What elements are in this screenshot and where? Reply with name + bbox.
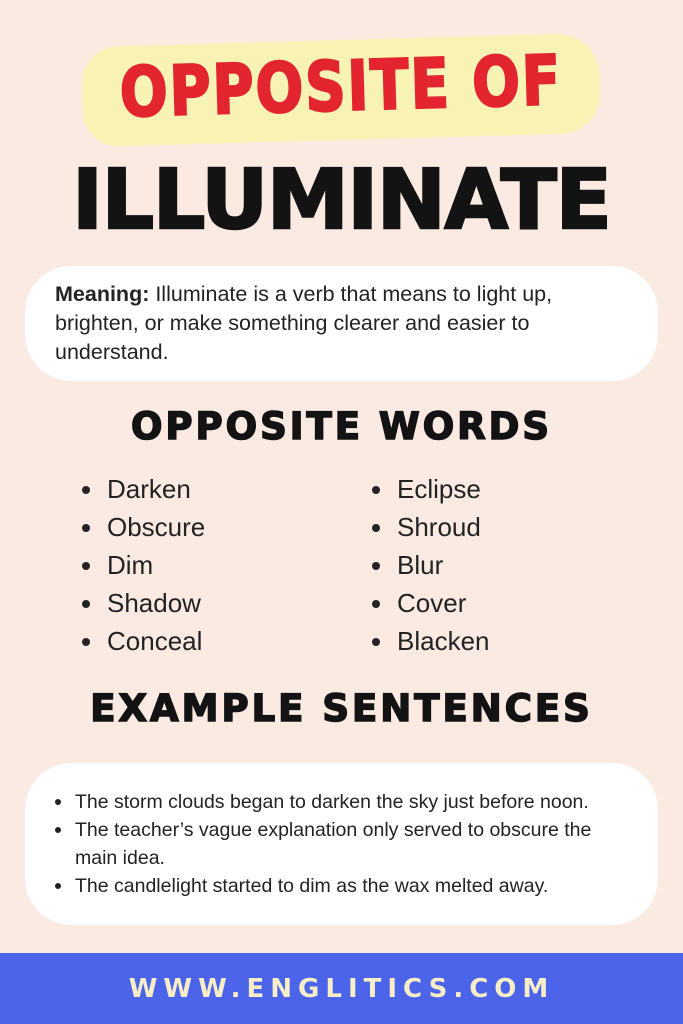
footer-bar <box>0 953 683 1024</box>
list-item <box>372 509 683 547</box>
bullet-icon <box>55 799 61 805</box>
bullet-icon <box>82 638 90 646</box>
example-sentences-box <box>25 763 658 925</box>
page-title: ILLUMINATE <box>72 153 611 248</box>
word-column-right <box>372 471 683 661</box>
bullet-icon <box>372 600 380 608</box>
bullet-icon <box>372 638 380 646</box>
list-item <box>372 585 683 623</box>
word-label: Shadow <box>107 588 201 619</box>
list-item <box>82 623 372 661</box>
list-item <box>372 471 683 509</box>
bullet-icon <box>55 883 61 889</box>
bullet-icon <box>82 600 90 608</box>
bullet-icon <box>82 562 90 570</box>
meaning-box <box>25 266 658 381</box>
opposite-words-heading: OPPOSITE WORDS <box>130 404 553 448</box>
word-label: Eclipse <box>397 474 481 505</box>
website-url: WWW.ENGLITICS.COM <box>128 973 555 1004</box>
word-label: Blacken <box>397 626 490 657</box>
badge-wrap <box>0 40 683 140</box>
sentence-text: The storm clouds began to darken the sky just before noon. <box>75 790 589 813</box>
list-item <box>82 471 372 509</box>
word-label: Conceal <box>107 626 203 657</box>
bullet-icon <box>82 486 90 494</box>
badge-label: OPPOSITE OF <box>119 41 564 134</box>
meaning-text: Illuminate is a verb that means to light up, brighten, or make something clearer and easier to understand. <box>55 281 553 364</box>
list-item <box>55 788 630 816</box>
bullet-icon <box>372 562 380 570</box>
sentence-text: The candlelight started to dim as the wax melted away. <box>75 874 549 897</box>
word-label: Blur <box>397 550 444 581</box>
list-item <box>82 547 372 585</box>
bullet-icon <box>55 827 61 833</box>
word-label: Cover <box>397 588 467 619</box>
opposite-words-columns <box>0 471 683 661</box>
word-label: Dim <box>107 550 154 581</box>
list-item <box>372 547 683 585</box>
sentence-list <box>55 788 630 900</box>
list-item <box>55 816 630 872</box>
bullet-icon <box>82 524 90 532</box>
list-item <box>55 872 630 900</box>
bullet-icon <box>372 486 380 494</box>
word-label: Shroud <box>397 512 481 543</box>
list-item <box>82 509 372 547</box>
word-label: Darken <box>107 474 191 505</box>
example-sentences-heading: EXAMPLE SENTENCES <box>90 686 593 730</box>
list-item <box>372 623 683 661</box>
meaning-label: Meaning: <box>55 281 150 306</box>
list-item <box>82 585 372 623</box>
sentence-text: The teacher’s vague explanation only served to obscure the main idea. <box>75 818 592 869</box>
word-label: Obscure <box>107 512 206 543</box>
bullet-icon <box>372 524 380 532</box>
word-column-left <box>82 471 372 661</box>
opposite-of-badge <box>81 33 602 147</box>
